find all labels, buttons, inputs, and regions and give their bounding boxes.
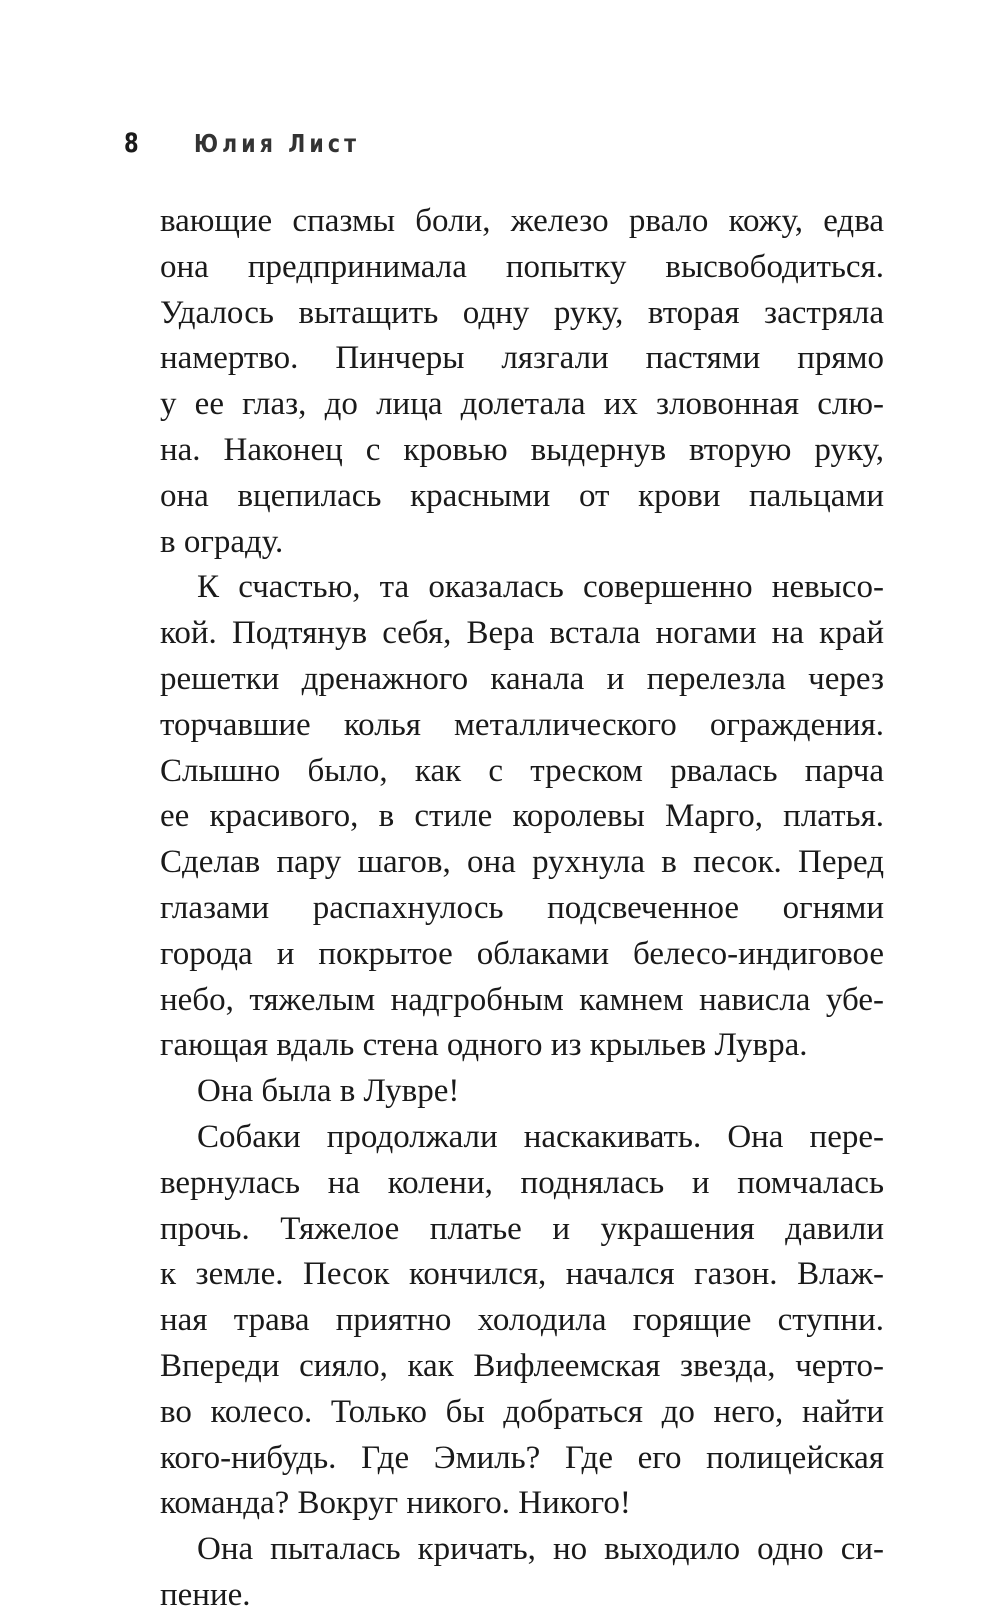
text-line: она вцепилась красными от крови пальцами (160, 477, 884, 514)
text-line: кой. Подтянув себя, Вера встала ногами на край (160, 615, 884, 652)
text-line: решетки дренажного канала и перелезла через (160, 660, 884, 697)
text-line: во колесо. Только бы добраться до него, найти (160, 1393, 884, 1430)
text-line: Впереди сияло, как Вифлеемская звезда, черто- (160, 1347, 884, 1384)
text-line: К счастью, та оказалась совершенно невысо- (197, 569, 884, 606)
text-line: она предпринимала попытку высвободиться. (160, 248, 884, 285)
text-line: Собаки продолжали наскакивать. Она пере- (197, 1118, 884, 1155)
text-line: прочь. Тяжелое платье и украшения давили (160, 1210, 884, 1247)
text-line: Она пыталась кричать, но выходило одно си- (197, 1531, 884, 1568)
text-line: Удалось вытащить одну руку, вторая застряла (160, 294, 884, 331)
text-line: небо, тяжелым надгробным камнем нависла убе- (160, 981, 884, 1018)
text-line: пение. (160, 1576, 251, 1613)
text-line: вающие спазмы боли, железо рвало кожу, едва (160, 203, 884, 239)
text-line: гающая вдаль стена одного из крыльев Лувра. (160, 1027, 808, 1064)
text-line: вернулась на колени, поднялась и помчалась (160, 1164, 884, 1201)
text-line: намертво. Пинчеры лязгали пастями прямо (160, 340, 884, 377)
running-header (124, 128, 397, 168)
text-line: ная трава приятно холодила горящие ступни. (160, 1302, 884, 1339)
text-line: города и покрытое облаками белесо-индиговое (160, 935, 884, 972)
body-text (160, 199, 884, 1619)
text-line: команда? Вокруг никого. Никого! (160, 1485, 631, 1522)
text-line: кого-нибудь. Где Эмиль? Где его полицейская (160, 1439, 884, 1476)
text-line: на. Наконец с кровью выдернув вторую руку, (160, 431, 884, 468)
text-line: ее красивого, в стиле королевы Марго, платья. (160, 798, 884, 835)
text-line: глазами распахнулось подсвеченное огнями (160, 889, 884, 926)
text-line: Слышно было, как с треском рвалась парча (160, 752, 884, 789)
text-line: к земле. Песок кончился, начался газон. Влаж- (160, 1256, 884, 1293)
text-line: Она была в Лувре! (197, 1073, 460, 1110)
text-line: у ее глаз, до лица долетала их зловонная слю- (160, 386, 884, 423)
text-line: Сделав пару шагов, она рухнула в песок. Перед (160, 844, 884, 881)
text-line: торчавшие колья металлического ограждения. (160, 706, 884, 743)
page-number: 8 (124, 128, 139, 159)
text-line: в ограду. (160, 523, 284, 560)
running-header-author: Юлия Лист (194, 129, 361, 158)
